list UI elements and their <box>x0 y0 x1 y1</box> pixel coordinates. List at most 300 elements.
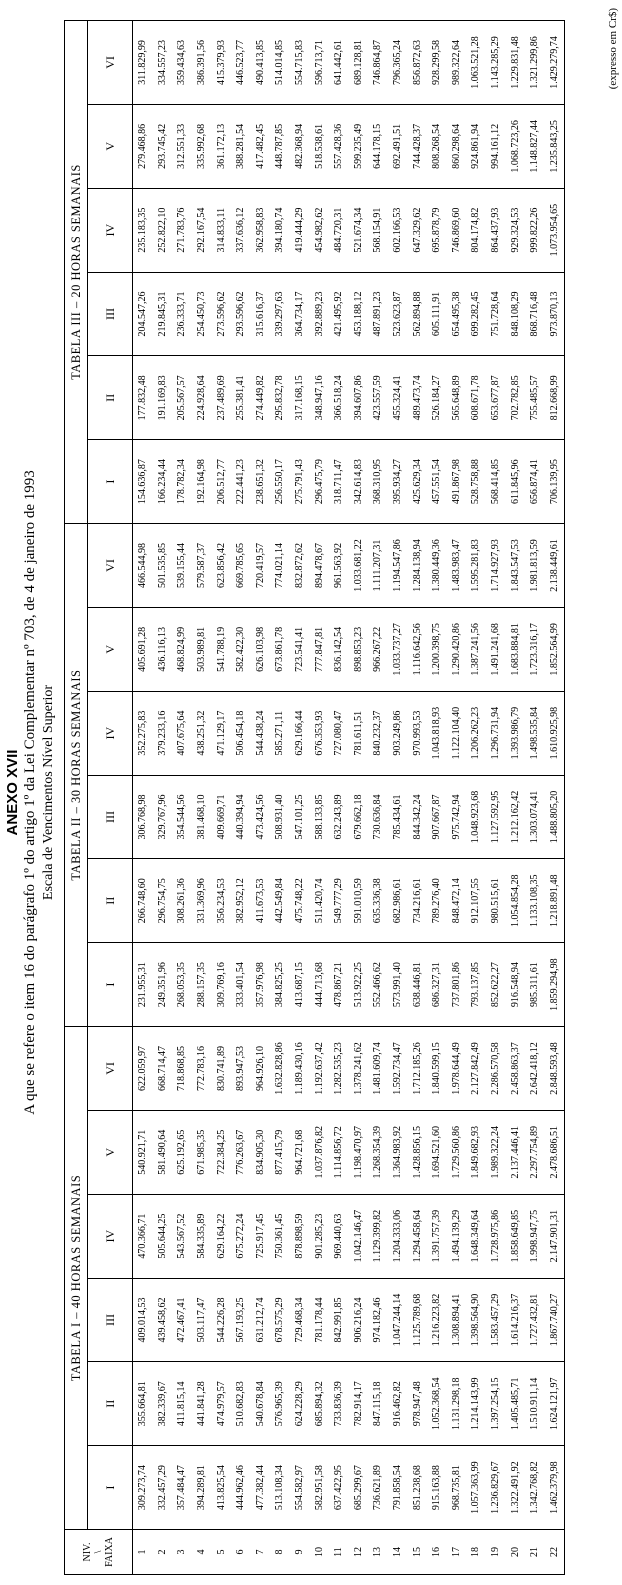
salary-cell: 1.047.244,14 <box>388 1278 408 1362</box>
salary-cell: 333.401,54 <box>231 943 251 1027</box>
salary-cell: 514.014,85 <box>270 21 290 105</box>
salary-cell: 518.538,61 <box>309 104 329 188</box>
salary-cell: 725.917,45 <box>251 1194 271 1278</box>
salary-cell: 622.059,97 <box>133 1027 153 1111</box>
salary-cell: 457.551,54 <box>427 440 447 524</box>
salary-cell: 309.273,74 <box>133 1446 153 1530</box>
salary-cell: 315.616,37 <box>251 272 271 356</box>
salary-cell: 1.583.457,29 <box>486 1278 506 1362</box>
salary-cell: 206.512,77 <box>211 440 231 524</box>
salary-cell: 629.166,44 <box>290 691 310 775</box>
salary-cell: 929.324,53 <box>505 188 525 272</box>
table-row <box>427 21 447 1575</box>
salary-cell: 1.125.789,68 <box>407 1278 427 1362</box>
salary-cell: 238.651,32 <box>251 440 271 524</box>
level-number: 5 <box>211 1530 231 1575</box>
salary-cell: 490.413,85 <box>251 21 271 105</box>
salary-cell: 268.053,35 <box>172 943 192 1027</box>
salary-cell: 1.481.609,74 <box>368 1027 388 1111</box>
column-header: V <box>88 1110 133 1194</box>
salary-cell: 354.544,56 <box>172 775 192 859</box>
salary-cell: 702.782,85 <box>505 356 525 440</box>
salary-cell: 1.494.139,29 <box>447 1194 467 1278</box>
salary-cell: 924.861,94 <box>466 104 486 188</box>
salary-cell: 629.164,22 <box>211 1194 231 1278</box>
salary-cell: 409.014,53 <box>133 1278 153 1362</box>
salary-cell: 685.894,32 <box>309 1362 329 1446</box>
salary-cell: 1.683.884,81 <box>505 607 525 691</box>
salary-cell: 860.298,64 <box>447 104 467 188</box>
salary-cell: 540.678,84 <box>251 1362 271 1446</box>
salary-cell: 526.184,27 <box>427 356 447 440</box>
salary-cell: 1.189.430,16 <box>290 1027 310 1111</box>
level-number: 21 <box>525 1530 545 1575</box>
salary-cell: 544.226,28 <box>211 1278 231 1362</box>
salary-cell: 1.214.143,99 <box>466 1362 486 1446</box>
salary-cell: 893.947,53 <box>231 1027 251 1111</box>
salary-cell: 252.822,10 <box>153 188 173 272</box>
salary-cell: 804.174,82 <box>466 188 486 272</box>
salary-cell: 308.261,36 <box>172 859 192 943</box>
salary-cell: 975.742,94 <box>447 775 467 859</box>
salary-cell: 411.815,14 <box>172 1362 192 1446</box>
salary-cell: 477.382,44 <box>251 1446 271 1530</box>
salary-cell: 1.068.723,26 <box>505 104 525 188</box>
salary-cell: 961.563,92 <box>329 524 349 608</box>
table-row <box>309 21 329 1575</box>
salary-cell: 675.272,24 <box>231 1194 251 1278</box>
salary-cell: 2.138.449,61 <box>544 524 564 608</box>
salary-cell: 311.829,99 <box>133 21 153 105</box>
salary-cell: 266.748,60 <box>133 859 153 943</box>
salary-cell: 1.391.757,39 <box>427 1194 447 1278</box>
salary-cell: 632.243,89 <box>329 775 349 859</box>
salary-cell: 851.238,68 <box>407 1446 427 1530</box>
salary-cell: 750.361,45 <box>270 1194 290 1278</box>
salary-cell: 442.549,84 <box>270 859 290 943</box>
salary-cell: 746.869,60 <box>447 188 467 272</box>
salary-cell: 568.414,85 <box>486 440 506 524</box>
salary-cell: 274.449,82 <box>251 356 271 440</box>
salary-cell: 381.468,10 <box>192 775 212 859</box>
salary-cell: 352.275,83 <box>133 691 153 775</box>
salary-cell: 699.282,45 <box>466 272 486 356</box>
salary-cell: 568.154,91 <box>368 188 388 272</box>
salary-cell: 916.462,82 <box>388 1362 408 1446</box>
salary-cell: 407.675,64 <box>172 691 192 775</box>
level-number: 17 <box>447 1530 467 1575</box>
salary-cell: 510.682,83 <box>231 1362 251 1446</box>
salary-cell: 565.648,89 <box>447 356 467 440</box>
salary-cell: 856.872,63 <box>407 21 427 105</box>
salary-cell: 273.596,62 <box>211 272 231 356</box>
salary-cell: 994.161,12 <box>486 104 506 188</box>
salary-cell: 980.515,61 <box>486 859 506 943</box>
slash: \ <box>93 1550 104 1554</box>
salary-cell: 736.621,89 <box>368 1446 388 1530</box>
salary-cell: 255.381,41 <box>231 356 251 440</box>
salary-cell: 394.180,74 <box>270 188 290 272</box>
salary-cell: 1.380.449,36 <box>427 524 447 608</box>
salary-cell: 730.636,84 <box>368 775 388 859</box>
level-number: 7 <box>251 1530 271 1575</box>
salary-cell: 288.157,35 <box>192 943 212 1027</box>
salary-cell: 727.080,47 <box>329 691 349 775</box>
salary-cell: 1.204.333,06 <box>388 1194 408 1278</box>
salary-cell: 334.557,23 <box>153 21 173 105</box>
salary-cell: 1.614.216,37 <box>505 1278 525 1362</box>
salary-cell: 1.342.768,82 <box>525 1446 545 1530</box>
salary-cell: 236.333,71 <box>172 272 192 356</box>
table-row <box>544 21 564 1575</box>
level-number: 3 <box>172 1530 192 1575</box>
salary-cell: 830.741,89 <box>211 1027 231 1111</box>
table-row <box>290 21 310 1575</box>
salary-cell: 1.236.829,67 <box>486 1446 506 1530</box>
column-header: III <box>88 1278 133 1362</box>
salary-cell: 746.864,87 <box>368 21 388 105</box>
salary-cell: 836.142,54 <box>329 607 349 691</box>
salary-cell: 1.849.682,93 <box>466 1110 486 1194</box>
salary-cell: 1.387.241,56 <box>466 607 486 691</box>
salary-cell: 755.485,57 <box>525 356 545 440</box>
salary-cell: 413.687,15 <box>290 943 310 1027</box>
salary-cell: 864.437,93 <box>486 188 506 272</box>
salary-cell: 487.891,23 <box>368 272 388 356</box>
salary-cell: 506.454,18 <box>231 691 251 775</box>
salary-cell: 729.468,34 <box>290 1278 310 1362</box>
salary-cell: 637.422,95 <box>329 1446 349 1530</box>
salary-cell: 656.874,41 <box>525 440 545 524</box>
salary-cell: 306.768,98 <box>133 775 153 859</box>
column-header: IV <box>88 691 133 775</box>
salary-cell: 394.607,86 <box>349 356 369 440</box>
salary-cell: 842.991,85 <box>329 1278 349 1362</box>
salary-cell: 528.758,88 <box>466 440 486 524</box>
salary-cell: 366.518,24 <box>329 356 349 440</box>
salary-cell: 671.985,35 <box>192 1110 212 1194</box>
salary-cell: 898.853,23 <box>349 607 369 691</box>
salary-cell: 591.010,59 <box>349 859 369 943</box>
salary-cell: 848.472,14 <box>447 859 467 943</box>
salary-cell: 523.623,87 <box>388 272 408 356</box>
salary-cell: 292.167,54 <box>192 188 212 272</box>
salary-cell: 178.782,34 <box>172 440 192 524</box>
salary-cell: 791.858,54 <box>388 1446 408 1530</box>
salary-cell: 379.233,16 <box>153 691 173 775</box>
salary-cell: 329.767,96 <box>153 775 173 859</box>
salary-cell: 964.926,10 <box>251 1027 271 1111</box>
salary-cell: 423.557,59 <box>368 356 388 440</box>
salary-cell: 446.523,77 <box>231 21 251 105</box>
table-row <box>153 21 173 1575</box>
salary-cell: 1.364.983,92 <box>388 1110 408 1194</box>
table-group-header: TABELA II – 30 HORAS SEMANAIS <box>65 524 88 1027</box>
salary-cell: 608.671,78 <box>466 356 486 440</box>
salary-cell: 1.043.818,93 <box>427 691 447 775</box>
salary-cell: 1.073.954,65 <box>544 188 564 272</box>
salary-cell: 602.166,53 <box>388 188 408 272</box>
salary-cell: 249.351,96 <box>153 943 173 1027</box>
salary-cell: 1.290.420,86 <box>447 607 467 691</box>
salary-cell: 1.229.831,48 <box>505 21 525 105</box>
salary-cell: 1.852.564,99 <box>544 607 564 691</box>
table-row <box>368 21 388 1575</box>
salary-cell: 513.922,25 <box>349 943 369 1027</box>
salary-cell: 1.268.354,39 <box>368 1110 388 1194</box>
salary-cell: 438.251,32 <box>192 691 212 775</box>
level-number: 6 <box>231 1530 251 1575</box>
salary-cell: 453.188,12 <box>349 272 369 356</box>
table-row <box>270 21 290 1575</box>
salary-cell: 539.155,44 <box>172 524 192 608</box>
salary-cell: 256.550,17 <box>270 440 290 524</box>
salary-cell: 177.832,48 <box>133 356 153 440</box>
salary-cell: 1.858.649,85 <box>505 1194 525 1278</box>
salary-cell: 192.164,98 <box>192 440 212 524</box>
table-group-header: TABELA III – 20 HORAS SEMANAIS <box>65 21 88 524</box>
table-row <box>172 21 192 1575</box>
salary-cell: 581.490,64 <box>153 1110 173 1194</box>
level-number: 22 <box>544 1530 564 1575</box>
level-number: 19 <box>486 1530 506 1575</box>
salary-cell: 2.127.842,49 <box>466 1027 486 1111</box>
salary-cell: 444.713,68 <box>309 943 329 1027</box>
salary-cell: 1.729.560,86 <box>447 1110 467 1194</box>
salary-cell: 903.249,86 <box>388 691 408 775</box>
salary-cell: 894.478,67 <box>309 524 329 608</box>
salary-cell: 279.468,86 <box>133 104 153 188</box>
salary-cell: 482.368,94 <box>290 104 310 188</box>
salary-cell: 1.843.547,53 <box>505 524 525 608</box>
salary-cell: 314.833,11 <box>211 188 231 272</box>
salary-cell: 848.108,29 <box>505 272 525 356</box>
column-header: IV <box>88 1194 133 1278</box>
salary-cell: 733.836,39 <box>329 1362 349 1446</box>
salary-cell: 348.947,16 <box>309 356 329 440</box>
salary-cell: 679.662,18 <box>349 775 369 859</box>
salary-cell: 772.783,16 <box>192 1027 212 1111</box>
salary-cell: 878.898,59 <box>290 1194 310 1278</box>
salary-cell: 623.856,42 <box>211 524 231 608</box>
salary-cell: 692.491,51 <box>388 104 408 188</box>
salary-cell: 475.748,22 <box>290 859 310 943</box>
salary-cell: 638.446,81 <box>407 943 427 1027</box>
salary-cell: 584.335,89 <box>192 1194 212 1278</box>
level-number: 20 <box>505 1530 525 1575</box>
column-header: VI <box>88 21 133 105</box>
table-row <box>231 21 251 1575</box>
salary-cell: 1.143.285,29 <box>486 21 506 105</box>
salary-cell: 237.489,69 <box>211 356 231 440</box>
salary-cell: 2.286.570,58 <box>486 1027 506 1111</box>
table-row <box>388 21 408 1575</box>
salary-cell: 685.299,67 <box>349 1446 369 1530</box>
salary-cell: 470.366,71 <box>133 1194 153 1278</box>
salary-cell: 419.444,29 <box>290 188 310 272</box>
salary-cell: 974.182,46 <box>368 1278 388 1362</box>
salary-cell: 231.955,31 <box>133 943 153 1027</box>
salary-cell: 293.745,42 <box>153 104 173 188</box>
salary-cell: 472.467,41 <box>172 1278 192 1362</box>
salary-cell: 357.484,47 <box>172 1446 192 1530</box>
column-header: II <box>88 1362 133 1446</box>
salary-cell: 1.859.294,98 <box>544 943 564 1027</box>
salary-cell: 2.848.593,48 <box>544 1027 564 1111</box>
salary-cell: 1.129.399,82 <box>368 1194 388 1278</box>
salary-cell: 1.595.281,83 <box>466 524 486 608</box>
salary-cell: 1.042.146,47 <box>349 1194 369 1278</box>
salary-cell: 999.822,26 <box>525 188 545 272</box>
salary-cell: 309.769,16 <box>211 943 231 1027</box>
salary-cell: 1.510.911,14 <box>525 1362 545 1446</box>
salary-cell: 413.825,54 <box>211 1446 231 1530</box>
salary-cell: 689.128,81 <box>349 21 369 105</box>
salary-cell: 335.992,68 <box>192 104 212 188</box>
column-header: I <box>88 943 133 1027</box>
salary-cell: 511.420,74 <box>309 859 329 943</box>
salary-cell: 508.931,40 <box>270 775 290 859</box>
level-number: 9 <box>290 1530 310 1575</box>
salary-cell: 1.989.322,24 <box>486 1110 506 1194</box>
salary-cell: 356.234,53 <box>211 859 231 943</box>
salary-cell: 1.714.927,93 <box>486 524 506 608</box>
salary-cell: 554.715,83 <box>290 21 310 105</box>
salary-cell: 1.063.521,28 <box>466 21 486 105</box>
salary-cell: 1.867.740,27 <box>544 1278 564 1362</box>
salary-cell: 2.478.686,51 <box>544 1110 564 1194</box>
salary-cell: 1.712.185,26 <box>407 1027 427 1111</box>
salary-cell: 1.694.521,60 <box>427 1110 447 1194</box>
salary-cell: 296.475,79 <box>309 440 329 524</box>
salary-cell: 1.429.279,74 <box>544 21 564 105</box>
salary-cell: 359.434,63 <box>172 21 192 105</box>
column-header: II <box>88 859 133 943</box>
salary-cell: 1.122.104,40 <box>447 691 467 775</box>
salary-cell: 916.548,94 <box>505 943 525 1027</box>
salary-cell: 448.787,85 <box>270 104 290 188</box>
salary-cell: 812.668,99 <box>544 356 564 440</box>
table-row <box>505 21 525 1575</box>
salary-cell: 317.168,15 <box>290 356 310 440</box>
salary-cell: 789.276,40 <box>427 859 447 943</box>
salary-cell: 582.422,30 <box>231 607 251 691</box>
salary-cell: 562.894,88 <box>407 272 427 356</box>
salary-cell: 219.845,31 <box>153 272 173 356</box>
salary-cell: 1.378.241,62 <box>349 1027 369 1111</box>
salary-cell: 296.754,75 <box>153 859 173 943</box>
salary-cell: 596.713,71 <box>309 21 329 105</box>
column-header: VI <box>88 524 133 608</box>
salary-scale-title: Escala de Vencimentos Nível Superior <box>41 684 56 901</box>
level-number: 15 <box>407 1530 427 1575</box>
table-row <box>407 21 427 1575</box>
salary-cell: 1.296.731,94 <box>486 691 506 775</box>
salary-cell: 503.117,47 <box>192 1278 212 1362</box>
table-row <box>349 21 369 1575</box>
salary-cell: 440.394,94 <box>231 775 251 859</box>
salary-cell: 1.111.207,31 <box>368 524 388 608</box>
salary-cell: 686.327,31 <box>427 943 447 1027</box>
salary-cell: 409.669,71 <box>211 775 231 859</box>
column-header: I <box>88 440 133 524</box>
salary-cell: 605.111,91 <box>427 272 447 356</box>
salary-cell: 455.324,41 <box>388 356 408 440</box>
salary-cell: 973.870,13 <box>544 272 564 356</box>
salary-cell: 205.567,57 <box>172 356 192 440</box>
salary-cell: 384.825,25 <box>270 943 290 1027</box>
salary-cell: 844.342,24 <box>407 775 427 859</box>
salary-cell: 293.596,62 <box>231 272 251 356</box>
salary-cell: 676.353,93 <box>309 691 329 775</box>
salary-cell: 337.636,12 <box>231 188 251 272</box>
salary-cell: 224.928,64 <box>192 356 212 440</box>
salary-cell: 734.216,61 <box>407 859 427 943</box>
level-number: 18 <box>466 1530 486 1575</box>
salary-table <box>64 20 565 1575</box>
level-number: 8 <box>270 1530 290 1575</box>
salary-cell: 1.198.470,97 <box>349 1110 369 1194</box>
salary-cell: 912.107,55 <box>466 859 486 943</box>
salary-cell: 625.192,65 <box>172 1110 192 1194</box>
salary-cell: 425.629,34 <box>407 440 427 524</box>
salary-cell: 474.979,57 <box>211 1362 231 1446</box>
salary-cell: 777.847,81 <box>309 607 329 691</box>
salary-cell: 585.271,11 <box>270 691 290 775</box>
salary-cell: 1.727.432,81 <box>525 1278 545 1362</box>
salary-cell: 1.405.485,71 <box>505 1362 525 1446</box>
salary-cell: 444.962,46 <box>231 1446 251 1530</box>
salary-cell: 669.785,65 <box>231 524 251 608</box>
salary-cell: 978.947,48 <box>407 1362 427 1446</box>
salary-cell: 355.664,81 <box>133 1362 153 1446</box>
salary-cell: 966.267,22 <box>368 607 388 691</box>
salary-cell: 1.218.891,48 <box>544 859 564 943</box>
salary-cell: 521.674,34 <box>349 188 369 272</box>
salary-cell: 906.216,24 <box>349 1278 369 1362</box>
salary-cell: 970.993,53 <box>407 691 427 775</box>
band-label: FAIXA <box>104 1537 115 1567</box>
salary-cell: 647.329,62 <box>407 188 427 272</box>
salary-cell: 1.393.986,79 <box>505 691 525 775</box>
salary-cell: 513.108,34 <box>270 1446 290 1530</box>
salary-cell: 312.551,33 <box>172 104 192 188</box>
salary-cell: 392.889,23 <box>309 272 329 356</box>
salary-cell: 626.103,98 <box>251 607 271 691</box>
salary-cell: 1.308.894,41 <box>447 1278 467 1362</box>
salary-cell: 706.139,95 <box>544 440 564 524</box>
salary-cell: 543.567,52 <box>172 1194 192 1278</box>
salary-cell: 466.544,98 <box>133 524 153 608</box>
level-number: 10 <box>309 1530 329 1575</box>
salary-cell: 1.322.491,92 <box>505 1446 525 1530</box>
salary-cell: 847.115,18 <box>368 1362 388 1446</box>
salary-cell: 1.398.564,90 <box>466 1278 486 1362</box>
salary-cell: 1.235.843,25 <box>544 104 564 188</box>
salary-cell: 1.592.734,47 <box>388 1027 408 1111</box>
salary-cell: 781.178,44 <box>309 1278 329 1362</box>
salary-cell: 361.172,13 <box>211 104 231 188</box>
salary-cell: 722.384,25 <box>211 1110 231 1194</box>
salary-cell: 599.235,49 <box>349 104 369 188</box>
salary-cell: 576.965,39 <box>270 1362 290 1446</box>
salary-cell: 624.228,29 <box>290 1362 310 1446</box>
column-header: III <box>88 775 133 859</box>
salary-cell: 1.998.947,75 <box>525 1194 545 1278</box>
salary-cell: 567.193,25 <box>231 1278 251 1362</box>
salary-cell: 718.868,85 <box>172 1027 192 1111</box>
level-number: 1 <box>133 1530 153 1575</box>
